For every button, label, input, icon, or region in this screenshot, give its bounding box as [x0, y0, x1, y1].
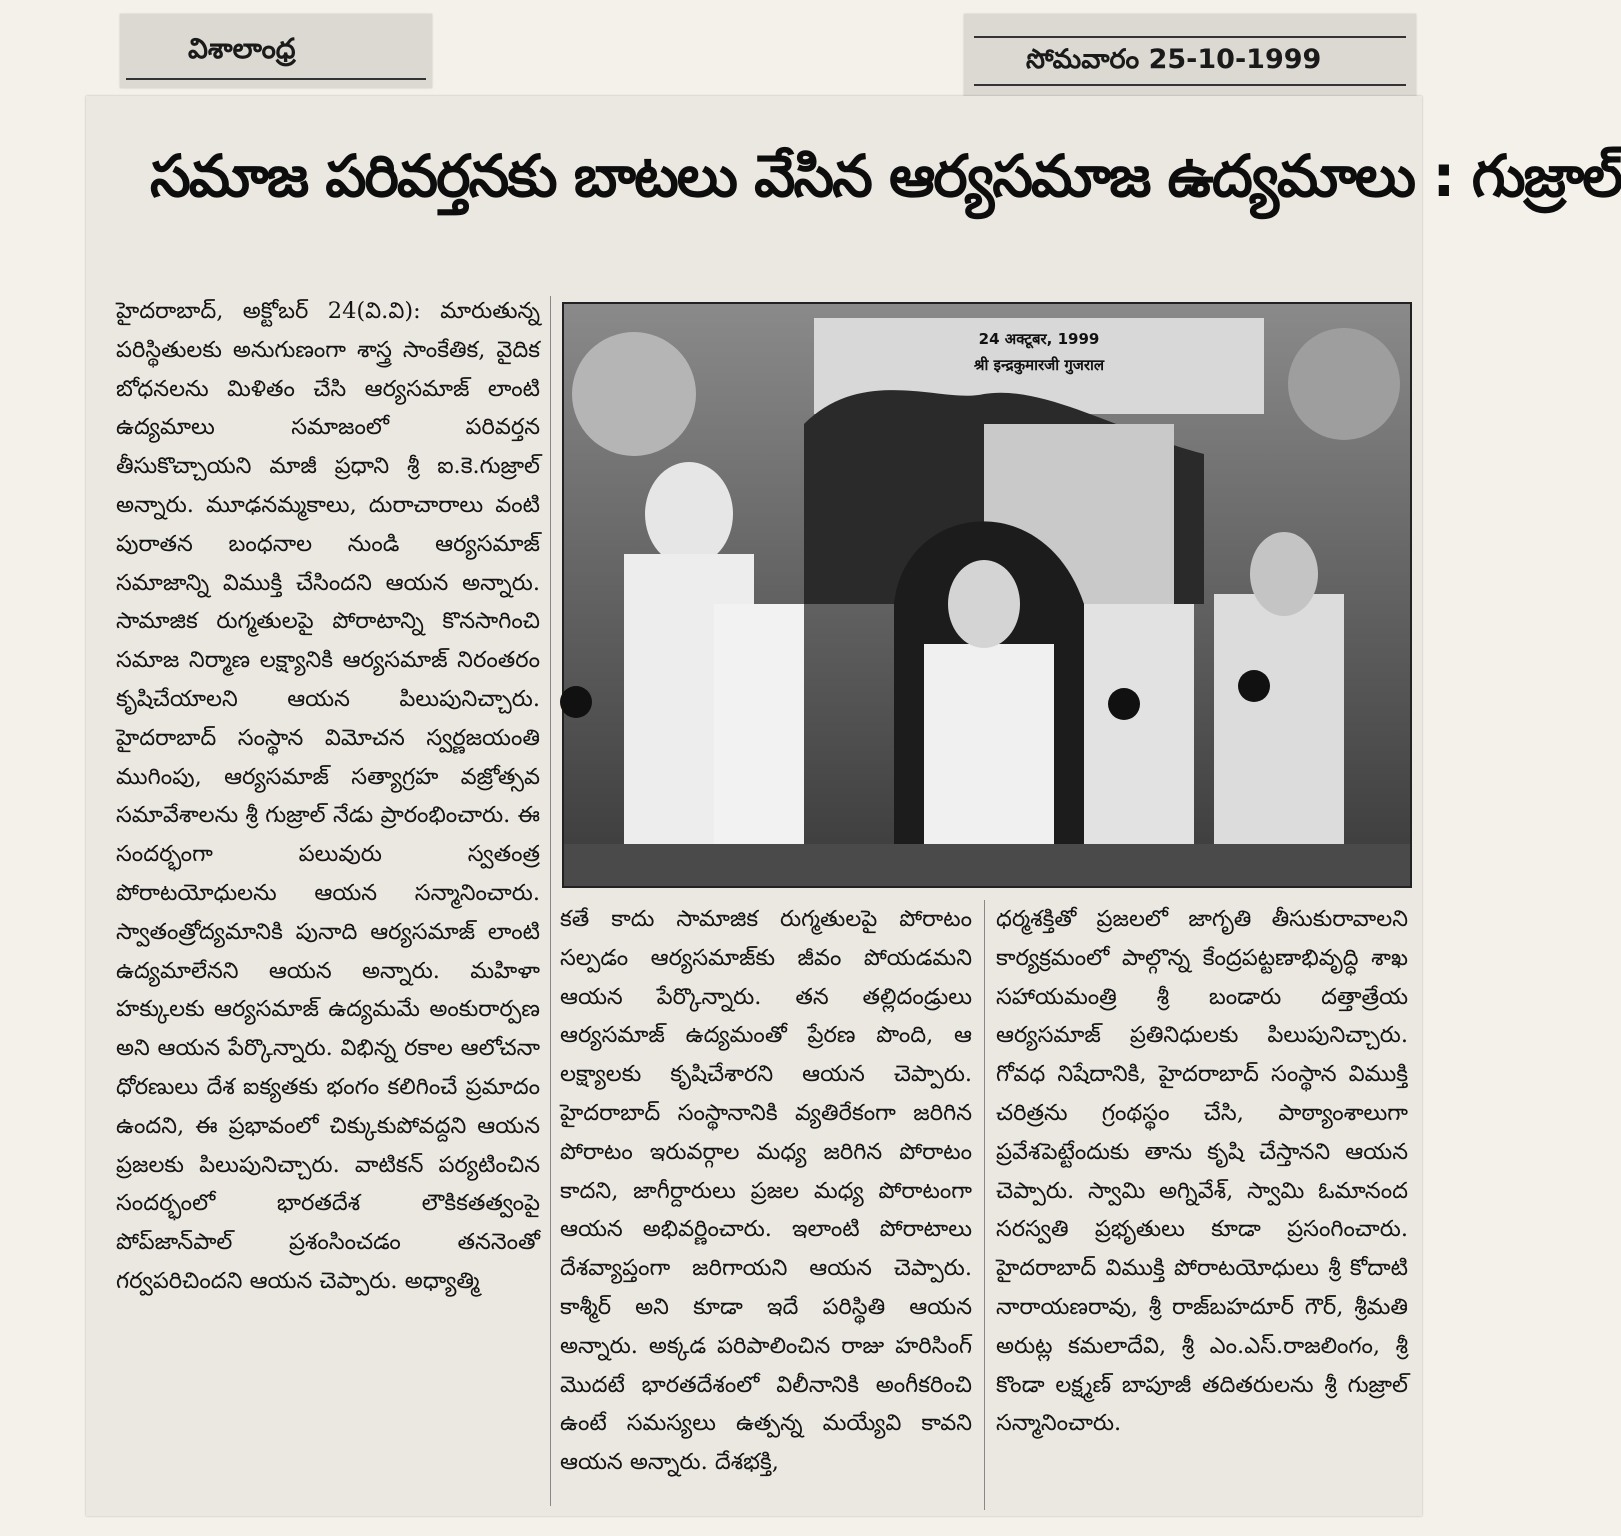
column-rule-1	[550, 296, 551, 1506]
headline: సమాజ పరివర్తనకు బాటలు వేసిన ఆర్యసమాజ ఉద్యమాలు : గుజ్రాల్	[150, 142, 1621, 210]
publication-date: సోమవారం 25-10-1999	[1026, 44, 1322, 75]
tag-underline	[126, 78, 426, 80]
date-bottom-rule	[974, 84, 1406, 86]
photo-banner	[824, 326, 1254, 416]
article-column-3: ధర్మశక్తితో ప్రజలలో జాగృతి తీసుకురావాలని కార్యక్రమంలో పాల్గొన్న కేంద్రపట్టణాభివృద్ధి శాఖ సహాయమంత్రి శ్రీ బండారు దత్తాత్రేయ ఆర్యసమాజ్ ప్రతినిధులకు పిలుపునిచ్చారు. గోవధ నిషేదానికి, హైదరాబాద్ సంస్థాన విముక్తి చరిత్రను గ్రంథస్థం చేసి, పాఠ్యాంశాలుగా ప్రవేశపెట్టేందుకు తాను కృషి చేస్తానని ఆయన చెప్పారు. స్వామి అగ్నివేశ్, స్వామి ఓమానంద సరస్వతి ప్రభృతులు కూడా ప్రసంగించారు. హైదరాబాద్ విముక్తి పోరాటయోధులు శ్రీ కోదాటి నారాయణరావు, శ్రీ రాజ్‌బహదూర్ గౌర్, శ్రీమతి అరుట్ల కమలాదేవి, శ్రీ ఎం.ఎస్.రాజలింగం, శ్రీ కొండా లక్ష్మణ్ బాపూజీ తదితరులను శ్రీ గుజ్రాల్ సన్మానించారు.	[996, 906, 1408, 1437]
date-top-rule	[974, 36, 1406, 38]
article-column-1: హైదరాబాద్, అక్టోబర్ 24(వి.వి): మారుతున్న పరిస్థితులకు అనుగుణంగా శాస్త్ర సాంకేతిక, వైదిక బోధనలను మిళితం చేసి ఆర్యసమాజ్ లాంటి ఉద్యమాలు సమాజంలో పరివర్తన తీసుకొచ్చాయని మాజీ ప్రధాని శ్రీ ఐ.కె.గుజ్రాల్ అన్నారు. మూఢనమ్మకాలు, దురాచారాలు వంటి పురాతన బంధనాల నుండి ఆర్యసమాజ్ సమాజాన్ని విముక్తి చేసిందని ఆయన అన్నారు. సామాజిక రుగ్మతులపై పోరాటాన్ని కొనసాగించి సమాజ నిర్మాణ లక్ష్యానికి ఆర్యసమాజ్ నిరంతరం కృషిచేయాలని ఆయన పిలుపునిచ్చారు. హైదరాబాద్ సంస్థాన విమోచన స్వర్ణజయంతి ముగింపు, ఆర్యసమాజ్ సత్యాగ్రహ వజ్రోత్సవ సమావేశాలను శ్రీ గుజ్రాల్ నేడు ప్రారంభించారు. ఈ సందర్భంగా పలువురు స్వతంత్ర పోరాటయోధులను ఆయన సన్మానించారు. స్వాతంత్రోద్యమానికి పునాది ఆర్యసమాజ్ లాంటి ఉద్యమాలేనని ఆయన అన్నారు. మహిళా హక్కులకు ఆర్యసమాజ్ ఉద్యమమే అంకురార్పణ అని ఆయన పేర్కొన్నారు. విభిన్న రకాల ఆలోచనా ధోరణులు దేశ ఐక్యతకు భంగం కలిగించే ప్రమాదం ఉందని, ఈ ప్రభావంలో చిక్కుకుపోవద్దని ఆయన ప్రజలకు పిలుపునిచ్చారు. వాటికన్ పర్యటించిన సందర్భంలో భారతదేశ లౌకికతత్వంపై పోప్‌జాన్‌పాల్ ప్రశంసించడం తననెంతో గర్వపరిచిందని ఆయన చెప్పారు. అధ్యాత్మి	[116, 298, 540, 1294]
column-rule-2	[984, 900, 985, 1510]
date-tag	[964, 14, 1416, 100]
banner-line-1: 24 अक्टूबर, 1999	[978, 330, 1100, 348]
article-column-2: కతే కాదు సామాజిక రుగ్మతులపై పోరాటం సల్పడం ఆర్యసమాజ్‌కు జీవం పోయడమని ఆయన పేర్కొన్నారు. తన తల్లిదండ్రులు ఆర్యసమాజ్ ఉద్యమంతో ప్రేరణ పొంది, ఆ లక్ష్యాలకు కృషిచేశారని ఆయన చెప్పారు. హైదరాబాద్ సంస్థానానికి వ్యతిరేకంగా జరిగిన పోరాటం ఇరువర్గాల మధ్య జరిగిన పోరాటం కాదని, జాగీర్దారులు ప్రజల మధ్య పోరాటంగా ఆయన అభివర్ణించారు. ఇలాంటి పోరాటాలు దేశవ్యాప్తంగా జరిగాయని ఆయన చెప్పారు. కాశ్మీర్ అని కూడా ఇదే పరిస్థితి ఆయన అన్నారు. అక్కడ పరిపాలించిన రాజు హరిసింగ్ మొదటే భారతదేశంలో విలీనానికి అంగీకరించి ఉంటే సమస్యలు ఉత్పన్న మయ్యేవి కావని ఆయన అన్నారు. దేశభక్తి,	[560, 906, 972, 1476]
news-photo	[562, 302, 1412, 888]
newspaper-name-tag	[120, 14, 432, 88]
newspaper-name: విశాలాంధ్ర	[188, 32, 296, 65]
banner-line-2: श्री इन्द्रकुमारजी गुजराल	[973, 356, 1105, 374]
